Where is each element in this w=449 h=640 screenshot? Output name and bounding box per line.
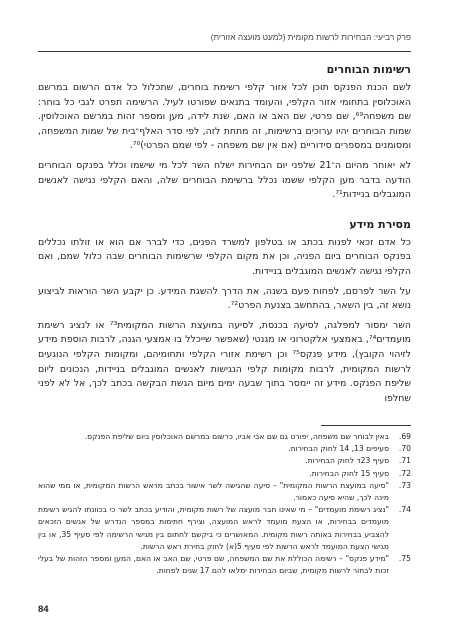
- paragraph: לשם הכנת הפנקס תוכן לכל אזור קלפי רשימת בוחרים, שתכלול כל אדם הרשום במרשם האוכלוסין בתחומי אזור הקלפי, והעומד בתנאים שפורטו לעיל. הרשימה תפרט לגבי כל בוחר: שם משפחה⁶⁹, שם פרטי, שם האב או האם, שנת לידה, מען ומספר זהות במרשם האוכלוסין. שמות הבוחרים יהיו ערוכים ברשימות, זה מתחת לזה, לפי סדר האלף־בית של שמות המשפחה, ומסומנים במספרים סידוריים (אם אין שם משפחה - לפי שמם הפרטי)⁷⁰.: [38, 82, 411, 152]
- section-voter-lists: [38, 62, 411, 203]
- paragraph: על השר לפרסם, לפחות פעם בשנה, את הדרך להשגת המידע. כן יקבע השר הוראות לביצוע נושא זה, בין השאר, בהתחשב בצנעת הפרט⁷².: [38, 285, 411, 312]
- paragraph: השר ימסור למפלגה, לסיעה בכנסת, לסיעה במועצת הרשות המקומית⁷³ או לנציג רשימת מועמדים⁷⁴, באמצעי אלקטרוני או מגנטי (שאפשר שייכלל בו אמצעי הגנה, לרבות הוספת מידע לזיהוי הקובץ), מידע פנקס⁷⁵ וכן רשימת אזורי הקלפי ותחומיהם, ומקומות הקלפי הנוגעים לרשות המקומית, לרבות מקומות קלפי הנגישות לאנשים המוגבלים בניידות, הנכונים ליום שליפת הפנקס. מידע זה יימסר בתוך שבעה ימים מיום הגשת הבקשה בכתב לכך, אל לא לפני שחלפו: [38, 319, 411, 404]
- section-heading: מסירת מידע: [349, 217, 411, 231]
- footnote-number: .69: [398, 432, 411, 441]
- main-content: [38, 62, 411, 411]
- footnote: [38, 480, 411, 504]
- footnote-divider: [321, 425, 411, 426]
- footnote: [38, 431, 411, 443]
- footnote-number: .73: [398, 480, 411, 490]
- footnote-number: .70: [398, 444, 411, 454]
- running-header: פרק רביעי: הבחירות לרשות מקומית (למעט מועצה אזורית): [210, 32, 411, 42]
- footnote-text: סעיף 23ד לחוק הבחירות.: [305, 456, 389, 466]
- footnote: [38, 504, 411, 553]
- footnotes: [38, 431, 411, 577]
- footnote: [38, 455, 411, 467]
- footnote: [38, 553, 411, 577]
- footnote: [38, 468, 411, 480]
- footnote: [38, 443, 411, 455]
- footnote-number: .74: [398, 505, 411, 515]
- footnote-text: סעיפים 13, 14 לחוק הבחירות.: [288, 444, 389, 454]
- page-number: 84: [38, 604, 49, 615]
- paragraph: לא יאוחר מהיום ה־21 שלפני יום הבחירות ישלח השר לכל מי שישמו וכלל בפנקס הבוחרים הודעה בדבר מען הקלפי ששמו נכלל ברשימת הבוחרים שלה, והאם הקלפי נגישה לאנשים המוגבלים בניידות⁷¹.: [38, 159, 411, 201]
- header-divider: [38, 51, 411, 52]
- footnote-number: .71: [398, 456, 411, 466]
- section-heading: רשימות הבוחרים: [326, 63, 411, 76]
- section-information-delivery: [38, 217, 411, 407]
- footnote-number: .72: [398, 468, 411, 478]
- footnote-text: "מידע פנקס" – רשימה הכוללת את שם המשפחה, שם פרטי, שם האב או האם, המען ומספר הזהות של בעלי זכות לבחור לרשות מקומית, שביום הבחירות ימלאו להם 17 שנים לפחות.: [38, 554, 389, 576]
- footnote-text: באין לבוחר שם משפחה, יפורט גם שם אבי אביו, כרשום במרשם האוכלוסין ביום שליפת הפנקס.: [84, 432, 389, 441]
- paragraph: כל אדם זכאי לפנות בכתב או בטלפון למשרד הפנים, כדי לברר אם הוא או זולתו נכללים בפנקס הבוחרים ביום הפניה, וכן את מקום הקלפי שרשימות הבוחרים שבה כלול שמם, ואם הקלפי נגישה לאנשים המוגבלים בניידות.: [38, 236, 411, 277]
- footnote-text: "סיעה במועצת הרשות המקומית" – סיעה שהגישה לשר אישור בכתב מראש הרשות המקומית, או ממי שהוא מינה לכך, שהיא סיעה כאמור.: [38, 480, 389, 503]
- footnote-text: סעיף 15 לחוק הבחירות.: [309, 468, 389, 478]
- footnote-text: "נציג רשימת מועמדים" – מי שאינו חבר מועצה של רשות מקומית, והודיע בכתב לשר כי בכוונתו להגיש רשימת מועמדים בבחירות, או הצעת מועמד לראש המועצה, וצירף חתימות במספר הנדרש של אנשים הזכאים להצביע בבחירות באותה רשות מקומית. המאושרים כי ביקשם לחתום בין מגישי הרשימה לפי סעיף 35, או בין מגישי הצעת המועמד לראש הרשות לפי סעיף 5(א) לחוק בחירת ראש הרשות.: [38, 505, 390, 551]
- footnote-number: .75: [398, 554, 411, 564]
